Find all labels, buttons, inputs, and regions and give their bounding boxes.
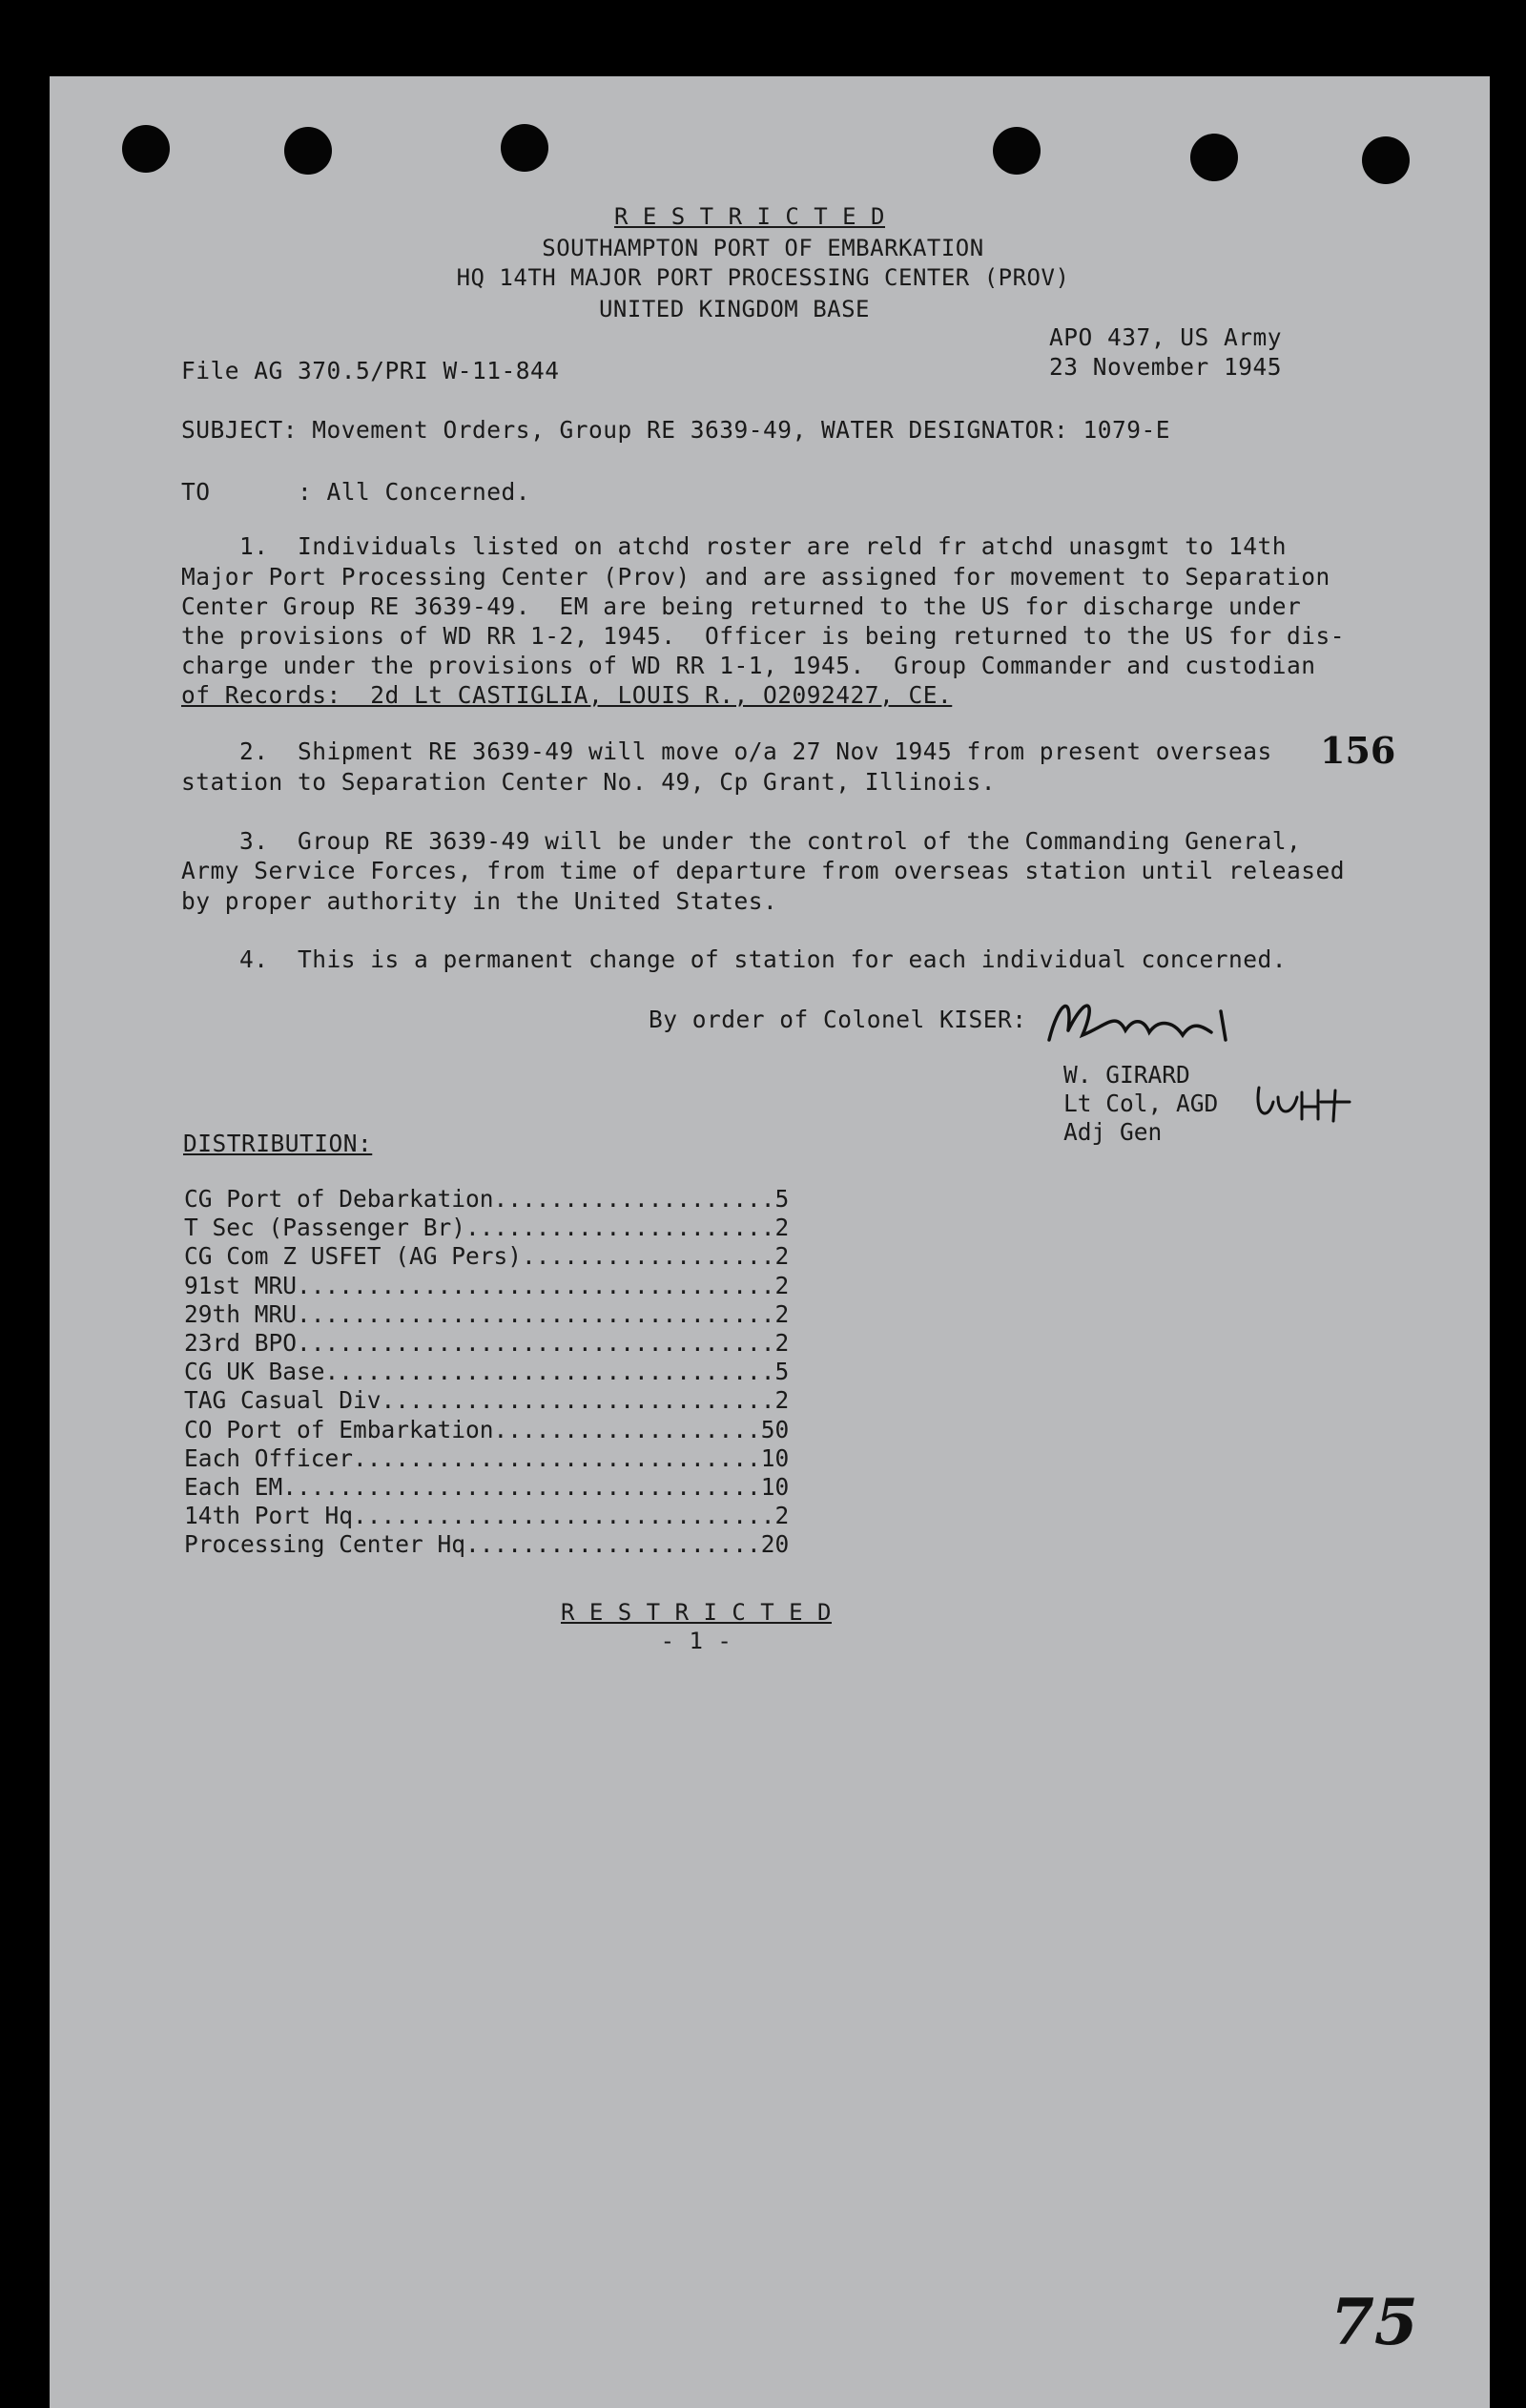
- para-1-line-1: 1. Individuals listed on atchd roster are reld fr atchd unasgmt to 14th: [181, 532, 1288, 560]
- distribution-recipient: 29th MRU: [184, 1299, 298, 1328]
- para-1-line-2: Major Port Processing Center (Prov) and are assigned for movement to Separation: [181, 563, 1330, 591]
- para-1-line-3: Center Group RE 3639-49. EM are being returned to the US for discharge under: [181, 592, 1302, 620]
- para-2-line-1: 2. Shipment RE 3639-49 will move o/a 27 Nov 1945 from present overseas: [181, 737, 1272, 765]
- distribution-quantity: 20: [760, 1530, 790, 1559]
- distribution-quantity: 2: [774, 1299, 790, 1328]
- punch-hole: [1190, 134, 1238, 181]
- distribution-recipient: T Sec (Passenger Br): [184, 1214, 466, 1242]
- distribution-recipient: TAG Casual Div: [184, 1386, 382, 1415]
- distribution-row: [184, 1299, 790, 1329]
- distribution-quantity: 50: [760, 1415, 790, 1443]
- distribution-quantity: 5: [774, 1185, 790, 1213]
- leader-dots: ..................................: [297, 1271, 775, 1299]
- punch-hole: [993, 127, 1041, 175]
- distribution-quantity: 2: [774, 1214, 790, 1242]
- distribution-recipient: 23rd BPO: [184, 1329, 298, 1357]
- leader-dots: ......................: [465, 1214, 775, 1242]
- distribution-quantity: 2: [774, 1329, 790, 1357]
- distribution-recipient: CG Com Z USFET (AG Pers): [184, 1242, 523, 1271]
- distribution-row: [184, 1214, 790, 1242]
- leader-dots: ............................: [381, 1386, 775, 1415]
- leader-dots: ..............................: [353, 1502, 775, 1530]
- page-number: - 1 -: [660, 1628, 732, 1654]
- punch-hole: [122, 125, 170, 173]
- handwritten-page-number: 75: [1330, 2285, 1418, 2359]
- distribution-row: [184, 1386, 790, 1415]
- distribution-row: [184, 1473, 790, 1502]
- distribution-row: [184, 1185, 790, 1214]
- distribution-row: [184, 1242, 790, 1271]
- leader-dots: ..................: [522, 1242, 775, 1271]
- para-3-line-3: by proper authority in the United States.: [181, 887, 778, 915]
- leader-dots: ....................: [493, 1185, 775, 1213]
- distribution-heading: DISTRIBUTION:: [183, 1130, 373, 1157]
- apo-line: APO 437, US Army: [1049, 323, 1283, 351]
- leader-dots: ...................: [493, 1415, 761, 1443]
- distribution-row: [184, 1415, 790, 1444]
- distribution-quantity: 2: [774, 1502, 790, 1530]
- distribution-quantity: 2: [774, 1386, 790, 1415]
- leader-dots: ................................: [324, 1358, 775, 1386]
- header-line-1: SOUTHAMPTON PORT OF EMBARKATION: [542, 235, 984, 261]
- restricted-header: R E S T R I C T E D: [613, 203, 886, 230]
- distribution-row: [184, 1271, 790, 1300]
- restricted-footer: R E S T R I C T E D: [560, 1599, 833, 1626]
- header-line-3: UNITED KINGDOM BASE: [598, 296, 871, 322]
- distribution-quantity: 10: [760, 1443, 790, 1472]
- para-1-line-5: charge under the provisions of WD RR 1-1, 1945. Group Commander and custodian: [181, 652, 1316, 679]
- by-order-line: By order of Colonel KISER:: [649, 1006, 1027, 1033]
- leader-dots: .....................: [465, 1530, 761, 1559]
- leader-dots: ..................................: [297, 1299, 775, 1328]
- signer-title: Adj Gen: [1063, 1118, 1163, 1146]
- distribution-recipient: CO Port of Embarkation: [184, 1415, 494, 1443]
- distribution-recipient: 14th Port Hq: [184, 1502, 354, 1530]
- para-3-line-1: 3. Group RE 3639-49 will be under the control of the Commanding General,: [181, 827, 1302, 855]
- distribution-recipient: Each Officer: [184, 1443, 354, 1472]
- para-4-line-1: 4. This is a permanent change of station for each individual concerned.: [181, 945, 1288, 973]
- distribution-quantity: 5: [774, 1358, 790, 1386]
- para-2-line-2: station to Separation Center No. 49, Cp Grant, Illinois.: [181, 768, 997, 796]
- leader-dots: ..................................: [297, 1329, 775, 1357]
- para-1-line-6: of Records: 2d Lt CASTIGLIA, LOUIS R., O2092427, CE.: [181, 681, 953, 709]
- header-line-2: HQ 14TH MAJOR PORT PROCESSING CENTER (PROV): [456, 264, 1070, 291]
- distribution-row: [184, 1530, 790, 1559]
- leader-dots: .............................: [353, 1443, 761, 1472]
- distribution-recipient: 91st MRU: [184, 1271, 298, 1299]
- handwritten-initials: [1249, 1073, 1354, 1131]
- distribution-row: [184, 1329, 790, 1358]
- para-3-line-2: Army Service Forces, from time of departure from overseas station until released: [181, 857, 1346, 884]
- distribution-row: [184, 1443, 790, 1473]
- stamped-number: 156: [1320, 729, 1396, 772]
- distribution-quantity: 2: [774, 1271, 790, 1299]
- handwritten-signature: [1030, 973, 1278, 1069]
- distribution-recipient: Each EM: [184, 1473, 283, 1501]
- file-reference: File AG 370.5/PRI W-11-844: [181, 357, 560, 384]
- punch-hole: [1362, 136, 1410, 184]
- subject-line: SUBJECT: Movement Orders, Group RE 3639-49, WATER DESIGNATOR: 1079-E: [181, 416, 1171, 444]
- date-line: 23 November 1945: [1049, 353, 1283, 381]
- distribution-quantity: 2: [774, 1242, 790, 1271]
- distribution-recipient: CG UK Base: [184, 1358, 325, 1386]
- punch-hole: [501, 124, 548, 172]
- distribution-row: [184, 1502, 790, 1530]
- distribution-quantity: 10: [760, 1473, 790, 1501]
- distribution-recipient: Processing Center Hq: [184, 1530, 466, 1559]
- to-line: TO : All Concerned.: [181, 478, 531, 506]
- leader-dots: ..................................: [282, 1473, 761, 1501]
- signer-rank: Lt Col, AGD: [1063, 1090, 1219, 1117]
- signer-name: W. GIRARD: [1063, 1061, 1190, 1089]
- punch-hole: [284, 127, 332, 175]
- distribution-row: [184, 1358, 790, 1386]
- para-1-line-4: the provisions of WD RR 1-2, 1945. Officer is being returned to the US for dis-: [181, 622, 1346, 650]
- distribution-recipient: CG Port of Debarkation: [184, 1185, 494, 1213]
